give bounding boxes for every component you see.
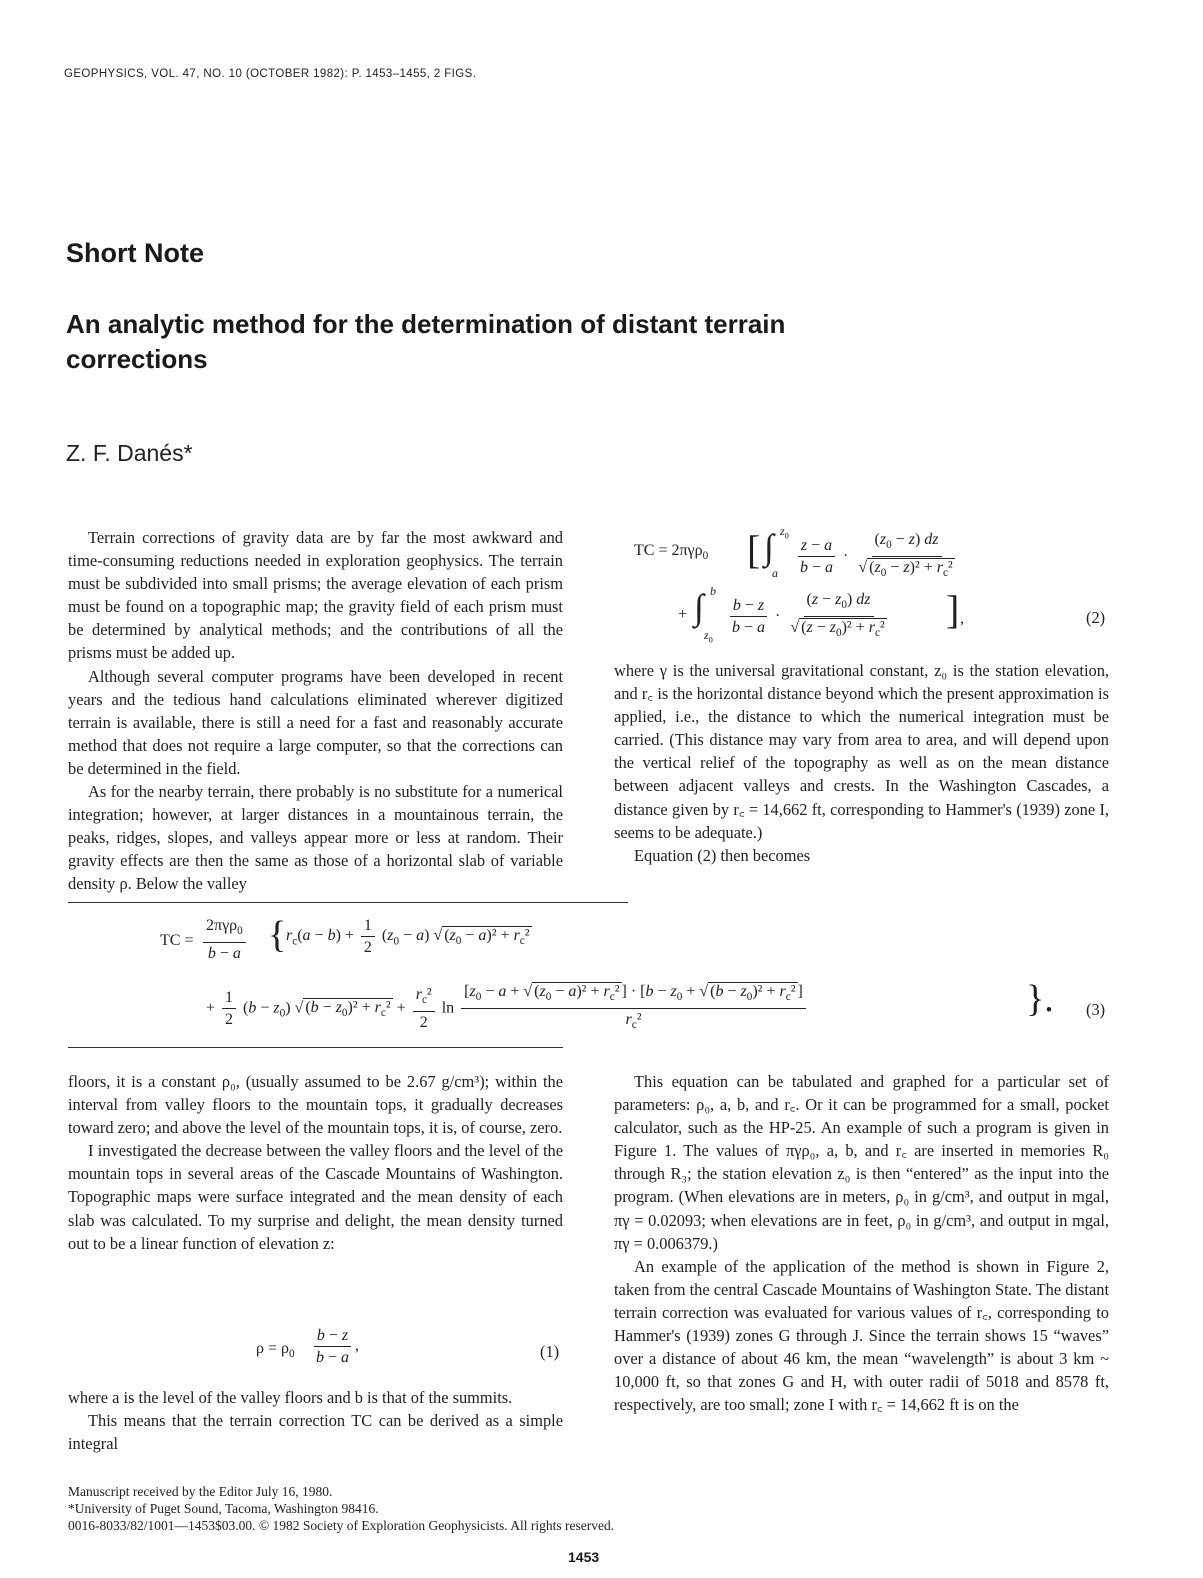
equation-3: TC = $\frac{2\pi\gamma\rho_0}{b - a}$ { $r_c(a - b)$ + $\frac{1}{2}$ $(z_0 - a)$ √ $(z_0 - a)^2 + r_c^2$ + $\frac{1}{2}$ $(b - z_0)$ √ $(b - z_0)^2 + r_c^2$ + $\frac{r_c^2}{2}$ ln $\frac{[z_0 - a + √ (z_0 - a)^2 + r_c^2 ] \cdot [b - z_0 + √ (b - z_0)^2 + r_c^2 ]}{r_c^2}$ }. (3): [160, 914, 1106, 1032]
right-column-top: [614, 659, 1109, 867]
footnotes: [68, 1483, 614, 1534]
section-label: Short Note: [66, 238, 204, 268]
equation-2: TC = 2πγρ$_0$ [ ∫ $z_0$ a $\frac{z - a}{b - a}$ · $\frac{(z_0 - z) dz}{√ (z_0 - z)^2 + r_c^2}$ + ∫ b $z_0$ $\frac{b - z}{b - a}$ · $\frac{(z - z_0) dz}{√ (z - z_0)^2 + r_c^2}$ ] , (2): [634, 524, 1106, 645]
paragraph: As for the nearby terrain, there probably is no substitute for a numerical integration; however, at larger distances in a mountainous terrain, the peaks, ridges, slopes, and valleys appear more or less at random. Their gravity effects are then the same as those of a horizontal slab of variable density ρ. Below the valley: [68, 782, 563, 894]
equation-number: (3): [1086, 1000, 1106, 1019]
paragraph: This equation can be tabulated and graphed for a particular set of parameters: ρ₀, a, b, and r꜀. Or it can be programmed for a small, pocket calculator, such as the HP-25. An example of such a program is given in Figure 1. The values of πγρ₀, a, b, and r꜀ are inserted in memories R₀ through R₃; the station elevation z₀ is then “entered” as the input into the program. (When elevations are in meters, ρ₀ in g/cm³, and output in mgal, πγ = 0.02093; when elevations are in feet, ρ₀ in g/cm³, and output in mgal, πγ = 0.006379.): [614, 1072, 1109, 1253]
equation-number: (2): [1086, 608, 1106, 627]
paragraph: floors, it is a constant ρ₀, (usually assumed to be 2.67 g/cm³); within the interval from valley floors to the mountain tops, it gradually decreases toward zero; and above the level of the mountain tops, it is, of course, zero.: [68, 1072, 563, 1138]
paragraph: I investigated the decrease between the valley floors and the level of the mountain tops in several areas of the Cascade Mountains of Washington. Topographic maps were surface integrated and the mean density of each slab was calculated. To my surprise and delight, the mean density turned out to be a linear function of elevation z:: [68, 1141, 563, 1253]
equation-number: (1): [540, 1342, 560, 1361]
right-column-bottom: [614, 1070, 1109, 1416]
rule-bottom: [68, 1047, 563, 1048]
equation-1: $\rho = \rho_0$ $\frac{b - z}{b - a}$ , (1): [256, 1327, 560, 1366]
author-name: Z. F. Danés*: [66, 440, 193, 466]
paragraph: This means that the terrain correction TC can be derived as a simple integral: [68, 1411, 563, 1454]
footnote-affiliation: *University of Puget Sound, Tacoma, Washington 98416.: [68, 1501, 379, 1516]
paragraph: Although several computer programs have been developed in recent years and the tedious hand calculations eliminated wherever digitized terrain is available, there is still a need for a fast and reasonably accurate method that does not require a large computer, so that the corrections can be determined in the field.: [68, 666, 563, 778]
left-column-bottom: [68, 1070, 563, 1255]
paragraph: Equation (2) then becomes: [634, 845, 811, 865]
running-head: GEOPHYSICS, VOL. 47, NO. 10 (OCTOBER 1982): P. 1453–1455, 2 FIGS.: [64, 68, 477, 80]
paragraph: where a is the level of the valley floors and b is that of the summits.: [68, 1388, 513, 1407]
footnote-copyright: 0016-8033/82/1001—1453$03.00. © 1982 Society of Exploration Geophysicists. All rights reserved.: [68, 1518, 615, 1533]
paragraph: An example of the application of the method is shown in Figure 2, taken from the central Cascade Mountains of Washington State. The distant terrain correction was evaluated for various values of r꜀, corresponding to Hammer's (1939) zones G through J. Since the terrain shows 15 “waves” over a distance of about 46 km, the mean “wavelength” is about 3 km ~ 10,000 ft, so that zones G and H, with outer radii of 5018 and 8578 ft, respectively, are too small; zone I with r꜀ = 14,662 ft is on the: [614, 1256, 1109, 1415]
left-column-after-eq1: [68, 1386, 563, 1455]
footnote-received: Manuscript received by the Editor July 16, 1980.: [68, 1484, 333, 1499]
left-column-top: [68, 526, 563, 896]
page-number: 1453: [568, 1549, 600, 1565]
rule-top: [68, 902, 628, 903]
article-title: An analytic method for the determination of distant terrain corrections: [66, 309, 786, 374]
paragraph: Terrain corrections of gravity data are by far the most awkward and time-consuming reductions needed in exploration geophysics. The terrain must be subdivided into small prisms; the average elevation of each prism must be found on a topographic map; the gravity field of each prism must be determined by analytical methods; and the contributions of all the prisms must be added up.: [68, 528, 563, 663]
paragraph: where γ is the universal gravitational constant, z₀ is the station elevation, and r꜀ is the horizontal distance beyond which the present approximation is applied, i.e., the distance to which the numerical integration must be carried. (This distance may vary from area to area, and will depend upon the vertical relief of the topography as well as on the mean distance between adjacent valleys and crests. In the Washington Cascades, a distance given by r꜀ = 14,662 ft, corresponding to Hammer's (1939) zone I, seems to be adequate.): [614, 661, 1109, 842]
